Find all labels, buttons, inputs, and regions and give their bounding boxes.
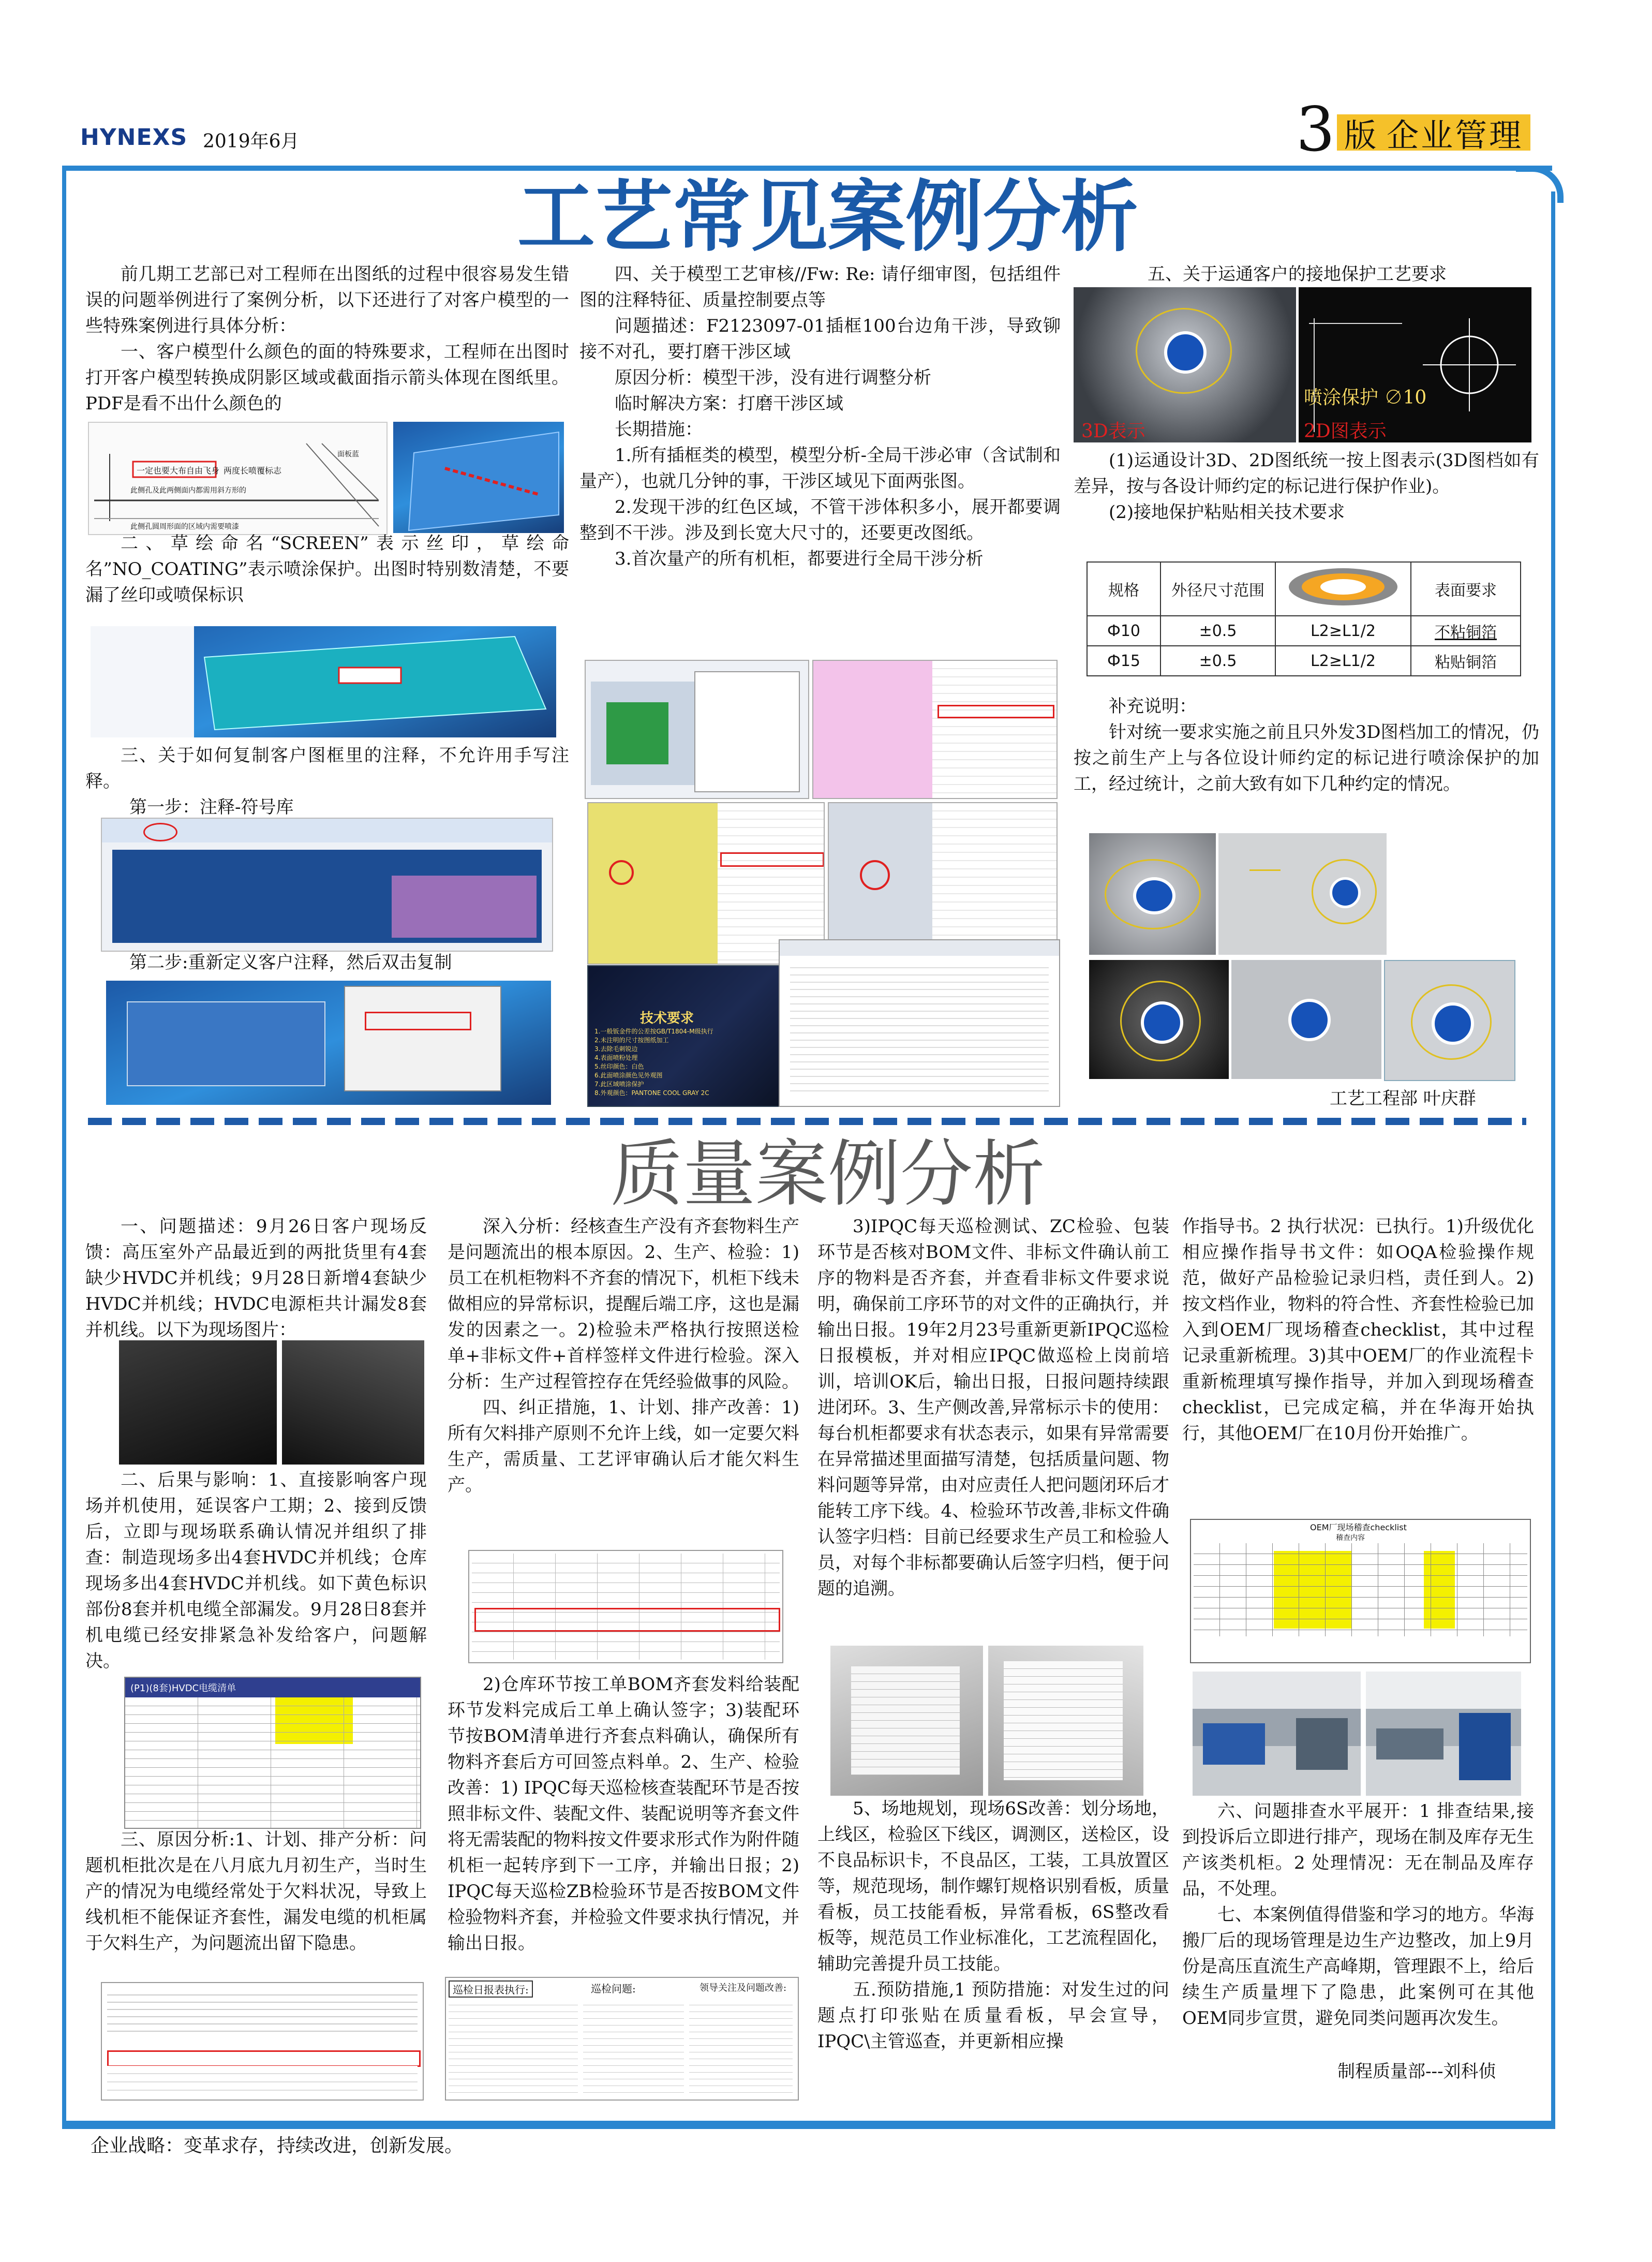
section-name: 企业管理 <box>1387 116 1524 154</box>
cad-drawing-image <box>88 422 388 535</box>
article1-col3b <box>1074 693 1539 797</box>
tech-requirements-drawing-image <box>587 965 796 1107</box>
table-cell: ±0.5 <box>1160 646 1275 676</box>
article1-col1 <box>85 261 569 417</box>
checklist-title: OEM厂现场稽查checklist <box>1310 1522 1407 1532</box>
article2-col4 <box>1182 1214 1534 1446</box>
paragraph: 三、原因分析:1、计划、排产分析：问题机柜批次是在八月底九月初生产，当时生产的情况为电缆经常处于欠料状况，导致上线机柜不能保证齐套性，漏发电缆的机柜属于欠料生产，为问题流出留下隐患。 <box>85 1829 427 1954</box>
grounding-example-image <box>1218 833 1387 955</box>
model-screenshot-image <box>393 422 564 533</box>
interference-marker <box>860 860 890 890</box>
paragraph: 3)IPQC每天巡检测试、ZC检验、包装环节是否核对BOM文件、非标文件确认前工序的物料是否齐套，并查看非标文件要求说明，确保前工序环节的对文件的正确执行，并输出日报。19年2月23号重新更新IPQC巡检日报模板，并对相应IPQC做巡检上岗前培训，培训OK后，输出日报，日报问题持续跟进闭环。3、生产侧改善,异常标示卡的使用：每台机柜都要求有状态表示，如果有异常需要在异常描述里面描写清楚，包括质量问题、物料问题等异常，由对应责任人把问题闭环后才能转工序下线。4、检验环节改善,非标文件确认签字归档：目前已经要求生产员工和检验人员，对每个非标都要确认后签字归档，便于问题的追溯。 <box>817 1216 1169 1599</box>
checklist-subtitle: 稽查内容 <box>1336 1534 1365 1542</box>
factory-equipment <box>1376 1728 1443 1760</box>
article2-signature: 制程质量部---刘科侦 <box>1337 2061 1496 2082</box>
table-row <box>1087 616 1521 646</box>
paragraph: 临时解决方案：打磨干涉区域 <box>615 393 843 414</box>
grounding-example-image <box>1231 960 1381 1079</box>
symbol-library-screenshot-image <box>101 818 553 952</box>
card-paper <box>851 1666 960 1775</box>
cad-note: 两度长喷覆标志 <box>224 466 282 476</box>
review-form-image <box>468 1550 783 1663</box>
table-header-cell: 规格 <box>1087 562 1160 616</box>
model-part <box>588 803 718 964</box>
section-heading: 五、关于运通客户的接地保护工艺要求 <box>1148 264 1447 285</box>
list-panel <box>932 661 1056 798</box>
paragraph: 五.预防措施,1 预防措施：对发生过的问题点打印张贴在质量看板，早会宣导，IPQC\主管巡查，并更新相应操 <box>817 1979 1169 2052</box>
text-lines <box>107 1988 418 2035</box>
cad-lines <box>89 423 386 534</box>
highlight-circle <box>143 823 177 841</box>
factory-equipment <box>1203 1723 1265 1765</box>
paragraph: 针对统一要求实施之前且只外发3D图档加工的情况，仍按之前生产上与各位设计师约定的标记进行喷涂保护的加工，经过统计，之前大致有如下几种约定的情况。 <box>1074 722 1539 794</box>
label-2d: 2D图表示 <box>1304 421 1387 442</box>
page-label: 版 <box>1344 116 1377 154</box>
paragraph: (2)接地保护粘贴相关技术要求 <box>1109 502 1345 523</box>
cad-tree-screenshot-image <box>91 626 556 737</box>
dialog-titlebar <box>780 940 1059 956</box>
tech-line: 4.表面喷粉处理 <box>594 1054 638 1061</box>
cross-marker <box>1249 869 1281 871</box>
grounding-2d-image <box>1299 287 1531 442</box>
grounding-hole <box>1133 877 1175 914</box>
highlight-box <box>720 852 824 867</box>
table-cell: 不粘铜箔 <box>1411 616 1521 646</box>
table-cell: Ф10 <box>1087 616 1160 646</box>
paragraph: 原因分析：模型干涉，没有进行调整分析 <box>615 367 931 388</box>
label-3d: 3D表示 <box>1081 421 1145 442</box>
ring-diagram-icon <box>1286 566 1400 608</box>
form-grid <box>689 1999 793 2094</box>
interference-list-image <box>812 660 1058 799</box>
page-section-header <box>1296 94 1530 165</box>
article1-col1c <box>85 743 569 820</box>
paragraph: 二、草绘命名“SCREEN”表示丝印，草绘命名”NO_COATING”表示喷涂保护。出图时特别数清楚，不要漏了丝印或喷保标识 <box>85 533 569 605</box>
step-label: 第一步：注释-符号库 <box>129 797 294 818</box>
tech-line: 5.丝印颜色：白色 <box>594 1063 644 1070</box>
table-header-row <box>1087 562 1521 616</box>
inspection-report-image <box>445 1977 799 2101</box>
article2-col1 <box>85 1214 427 1343</box>
model-part <box>606 702 668 764</box>
status-card-photo-image <box>988 1646 1143 1796</box>
article2-title: 质量案例分析 <box>610 1132 1045 1217</box>
grounding-3d-image <box>1074 287 1296 442</box>
grounding-example-image <box>1089 960 1229 1079</box>
dialog-panel <box>694 671 800 792</box>
article1-col3-heading <box>1112 261 1537 287</box>
inspection-label: 巡检日报表执行: <box>449 1980 533 1998</box>
note-area <box>392 876 537 938</box>
article1-col1d <box>85 950 569 975</box>
table-grid <box>125 1697 420 1828</box>
table-header-cell: 外径尺寸范围 <box>1160 562 1275 616</box>
article2-col1b <box>85 1467 427 1674</box>
section-label-bg <box>1337 114 1530 154</box>
paragraph: 一、客户模型什么颜色的面的特殊要求，工程师在出图时打开客户模型转换成阴影区域或截面指示箭头体现在图纸里。PDF是看不出什么颜色的 <box>85 342 569 414</box>
cad-note: 此侧孔及此两侧面内都需用斜方形的 <box>130 486 246 495</box>
tech-line: 1.一般钣金件的公差按GB/T1804-M级执行 <box>594 1028 713 1035</box>
paragraph: 作指导书。2 执行状况：已执行。1)升级优化相应操作指导书文件：如OQA检验操作规范，做好产品检验记录归档，责任到人。2)按文档作业，物料的符合性、齐套性检验已加入到OEM厂现场稽查checklist，其中过程记录重新梳理。3)其中OEM厂的作业流程卡重新梳理填写操作指导，并加入到现场稽查checklist，已完成定稿，并在华海开始执行，其他OEM厂在10月份开始推广。 <box>1182 1216 1534 1444</box>
paragraph: 3.首次量产的所有机柜，都要进行全局干涉分析 <box>615 549 984 569</box>
factory-photo-image <box>1366 1672 1521 1796</box>
inspection-label: 领导关注及问题改善: <box>700 1983 787 1993</box>
step-label: 第二步:重新定义客户注释，然后双击复制 <box>129 952 452 973</box>
paragraph: 七、本案例值得借鉴和学习的地方。华海搬厂后的现场管理是边生产边整改，加上9月份是高压直流生产高峰期，管理跟不上，给后续生产质量埋下了隐患，此案例可在其他OEM同步宣贯，避免同类问题再次发生。 <box>1182 1904 1534 2029</box>
label-spray: 喷涂保护 ∅10 <box>1304 387 1427 408</box>
model-shape <box>194 626 556 737</box>
table-grid <box>1194 1543 1527 1636</box>
grounding-hole <box>1288 999 1331 1041</box>
paragraph: 四、纠正措施，1、计划、排产改善：1)所有欠料排产原则不允许上线，如一定要欠料生产，需质量、工艺评审确认后才能欠料生产。 <box>448 1397 799 1496</box>
dialog-lines <box>790 961 1049 1096</box>
form-grid <box>472 1554 780 1660</box>
paragraph: 三、关于如何复制客户图框里的注释，不允许用手写注释。 <box>85 745 569 792</box>
factory-equipment <box>1459 1713 1511 1780</box>
frame-top-curve <box>1516 166 1564 203</box>
factory-equipment <box>1296 1718 1348 1770</box>
paragraph: 深入分析：经核查生产没有齐套物料生产是问题流出的根本原因。2、生产、检验：1)员工在机柜物料不齐套的情况下，机柜下线未做相应的异常标识，提醒后端工序，这也是漏发的因素之一。2)检验未严格执行按照送检单+非标文件+首样签样文件进行检验。深入分析：生产过程管控存在凭经验做事的风险。 <box>448 1216 799 1392</box>
paragraph: 2)仓库环节按工单BOM齐套发料给装配环节发料完成后工单上确认签字；3)装配环节按BOM清单进行齐套点料确认，确保所有物料齐套后方可回签点料单。2、生产、检验改善：1) IPQC每天巡检核查装配环节是否按照非标文件、装配文件、装配说明等齐套文件将无需装配的物料按文件要求形式作为附件随机柜一起转序到下一工序，并输出日报；2) IPQC每天巡检ZB检验环节是否按BOM文件检验物料齐套，并检验文件要求执行情况，并输出日报。 <box>448 1674 799 1954</box>
model-tree-panel <box>91 626 194 737</box>
paragraph: 5、场地规划，现场6S改善：划分场地，上线区，检验区下线区，调测区，送检区，设不良品标识卡，不良品区，工装，工具放置区等，规范现场，制作螺钉规格识别看板，质量看板，员工技能看板，异常看板，6S整改看板等，规范员工作业标准化，工艺流程固化，辅助完善提升员工技能。 <box>817 1798 1169 1974</box>
list-panel <box>932 803 1056 940</box>
highlight-box <box>107 2050 421 2067</box>
card-paper <box>1004 1661 1123 1780</box>
frame-bottom <box>62 2121 1555 2129</box>
status-card-photo-image <box>830 1646 983 1796</box>
grounding-spec-table-wrap <box>1087 561 1521 676</box>
grounding-hole <box>1141 1001 1183 1044</box>
interference-marker <box>609 860 634 885</box>
interference-model-image <box>828 802 1058 941</box>
page-number: 3 <box>1296 94 1335 165</box>
article2-col2 <box>448 1214 799 1498</box>
paragraph: 补充说明： <box>1109 696 1197 717</box>
article1-signature: 工艺工程部 叶庆群 <box>1330 1088 1476 1109</box>
table-cell: L2≥L1/2 <box>1275 646 1411 676</box>
grounding-example-image <box>1089 833 1216 955</box>
model-shape <box>393 422 564 533</box>
paragraph: 六、问题排查水平展开：1 排查结果,接到投诉后立即进行排产，现场在制及库存无生产该类机柜。2 处理情况：无在制品及库存品，不处理。 <box>1182 1801 1534 1899</box>
highlight-box <box>474 1608 780 1632</box>
dialog-panel <box>344 986 501 1091</box>
cad-note: 一定也要大布自由飞身 <box>137 466 220 476</box>
paragraph: 四、关于模型工艺审核//Fw: Re: 请仔细审图，包括组件图的注释特征、质量控制要点等 <box>579 264 1061 311</box>
interference-analysis-image <box>585 660 809 799</box>
table-cell: L2≥L1/2 <box>1275 616 1411 646</box>
grounding-hole <box>1164 331 1207 374</box>
grounding-example-image <box>1384 960 1515 1081</box>
paragraph: 前几期工艺部已对工程师在出图纸的过程中很容易发生错误的问题举例进行了案例分析，以下还进行了对客户模型的一些特殊案例进行具体分析： <box>85 264 569 336</box>
footer-slogan: 企业战略：变革求存，持续改进，创新发展。 <box>91 2135 464 2156</box>
paragraph: 2.发现干涉的红色区域，不管干涉体积多小，展开都要调整到不干涉。涉及到长宽大尺寸的，还要更改图纸。 <box>579 497 1061 543</box>
issue-date: 2019年6月 <box>203 131 300 152</box>
cad-note: 此侧孔圆周形面的区域内需要喷漆 <box>130 523 239 531</box>
tech-lines <box>594 1027 791 1098</box>
cable-list-table-image <box>124 1677 421 1829</box>
oem-checklist-image <box>1190 1519 1531 1663</box>
inspection-label: 巡检问题: <box>591 1983 636 1995</box>
article2-col4b <box>1182 1798 1534 2031</box>
paragraph: 问题描述：F2123097-01插框100台边角干涉，导致铆接不对孔，要打磨干涉区域 <box>579 316 1061 362</box>
model-part <box>813 661 932 798</box>
table-grid <box>107 2066 418 2092</box>
paragraph: 二、后果与影响：1、直接影响客户现场并机使用，延误客户工期；2、接到反馈后，立即与现场联系确认情况并组织了排查：制造现场多出4套HVDC并机线；仓库现场多出4套HVDC并机线。如下黄色标识部份8套并机电缆全部漏发。9月28日8套并机电缆已经安排紧急补发给客户，问题解决。 <box>85 1470 427 1672</box>
grounding-spec-table <box>1087 561 1521 676</box>
form-grid <box>449 1999 578 2094</box>
frame-right <box>1551 191 1555 2127</box>
article1-title: 工艺常见案例分析 <box>517 172 1138 262</box>
tech-line: 3.去除毛刺锐边 <box>594 1045 638 1053</box>
form-grid <box>583 1999 684 2094</box>
paragraph: 1.所有插框类的模型，模型分析-全局干涉必审（含试制和量产），也就几分钟的事，干涉区域见下面两张图。 <box>579 445 1061 492</box>
site-photo-image <box>282 1340 424 1465</box>
paragraph: 一、问题描述：9月26日客户现场反馈：高压室外产品最近到的两批货里有4套缺少HVDC并机线；9月28日新增4套缺少HVDC并机线；HVDC电源柜共计漏发8套并机线。以下为现场图片： <box>85 1216 427 1340</box>
tech-line: 2.未注明的尺寸按图纸加工 <box>594 1037 669 1044</box>
frame-left <box>62 166 66 2127</box>
cad-note: 面板蓝 <box>337 450 359 459</box>
article2-col2b <box>448 1672 799 1956</box>
frame-top <box>62 166 1552 171</box>
tech-title: 技术要求 <box>640 1011 694 1026</box>
tech-line: 8.外观颜色：PANTONE COOL GRAY 2C <box>594 1089 709 1097</box>
table-header-cell: 表面要求 <box>1411 562 1521 616</box>
table-cell: ±0.5 <box>1160 616 1275 646</box>
note-area <box>127 1001 325 1086</box>
schedule-screenshot-image <box>101 1982 424 2101</box>
table-row <box>1087 646 1521 676</box>
brand-logo: HYNEXS <box>80 124 188 151</box>
article2-col1c <box>85 1827 427 1956</box>
site-photo-image <box>119 1340 277 1465</box>
paragraph: 长期措施： <box>615 419 703 440</box>
table-cell: Ф15 <box>1087 646 1160 676</box>
section-divider <box>88 1118 1526 1125</box>
ring-diagram-cell <box>1275 562 1411 616</box>
article2-col3 <box>817 1214 1169 1602</box>
tech-line: 7.此区域喷涂保护 <box>594 1081 644 1088</box>
article1-col2 <box>579 261 1061 572</box>
highlight-box <box>937 705 1054 718</box>
grounding-hole <box>1330 877 1361 908</box>
article1-col3 <box>1074 448 1539 525</box>
tech-line: 6.此面喷涂颜色见外观图 <box>594 1072 663 1079</box>
table-cell: 粘贴铜箔 <box>1411 646 1521 676</box>
article2-col3b <box>817 1796 1169 2054</box>
redefine-note-screenshot-image <box>106 981 551 1105</box>
highlight-box <box>365 1012 471 1030</box>
paragraph: (1)运通设计3D、2D图纸统一按上图表示(3D图档如有差异，按与各设计师约定的标记进行保护作业)。 <box>1074 450 1539 497</box>
article1-col1b <box>85 530 569 608</box>
factory-photo-image <box>1193 1672 1361 1796</box>
table-title: (P1)(8套)HVDC电缆清单 <box>130 1683 236 1694</box>
grounding-hole <box>1432 1002 1474 1045</box>
note-dialog-image <box>779 939 1060 1107</box>
